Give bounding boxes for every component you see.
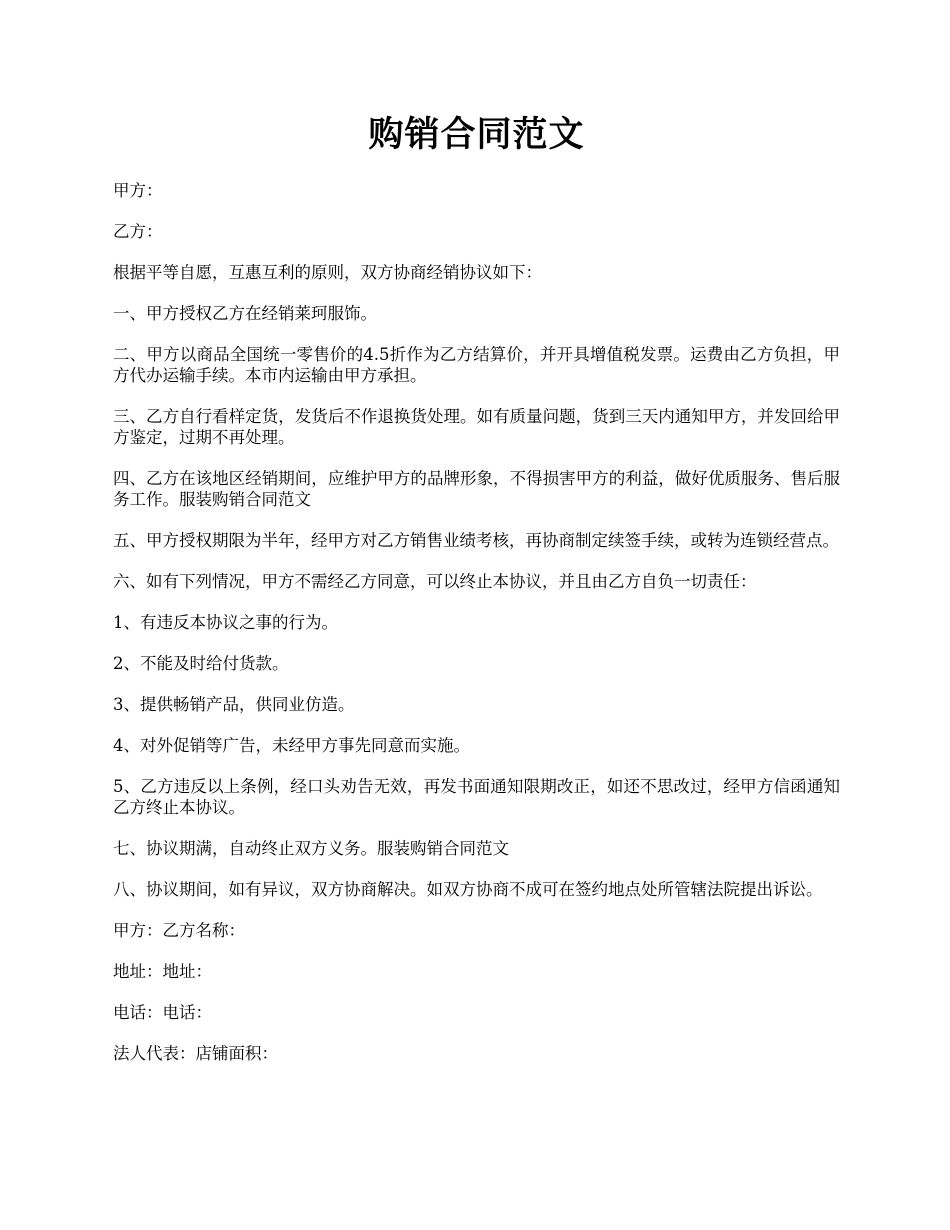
clause-6-item-4: 4、对外促销等广告，未经甲方事先同意而实施。 <box>113 736 470 755</box>
clause-6-item-2: 2、不能及时给付货款。 <box>113 654 289 673</box>
clause-1: 一、甲方授权乙方在经销莱珂服饰。 <box>113 304 377 323</box>
document-page <box>113 110 840 1084</box>
preamble: 根据平等自愿，互惠互利的原则，双方协商经销协议如下： <box>113 263 542 282</box>
clause-6-item-5: 5、乙方违反以上条例，经口头劝告无效，再发书面通知限期改正，如还不思改过，经甲方信函通知乙方终止本协议。 <box>113 777 840 817</box>
document-title: 购销合同范文 <box>368 114 585 155</box>
clause-6-item-3: 3、提供畅销产品，供同业仿造。 <box>113 695 355 714</box>
clause-6-item-1: 1、有违反本协议之事的行为。 <box>113 613 338 632</box>
clause-4: 四、乙方在该地区经销期间，应维护甲方的品牌形象，不得损害甲方的利益，做好优质服务、售后服务工作。服装购销合同范文 <box>113 469 840 509</box>
clause-6: 六、如有下列情况，甲方不需经乙方同意，可以终止本协议，并且由乙方自负一切责任： <box>113 572 757 591</box>
signature-phone-line: 电话：电话： <box>113 1003 212 1022</box>
party-b-line: 乙方： <box>113 222 163 241</box>
clause-3: 三、乙方自行看样定货，发货后不作退换货处理。如有质量问题，货到三天内通知甲方，并发回给甲方鉴定，过期不再处理。 <box>113 407 840 447</box>
signature-representative-line: 法人代表：店铺面积： <box>113 1044 278 1063</box>
party-a-line: 甲方： <box>113 181 163 200</box>
signature-address-line: 地址：地址： <box>113 962 212 981</box>
clause-2: 二、甲方以商品全国统一零售价的4.5折作为乙方结算价，并开具增值税发票。运费由乙方负担，甲方代办运输手续。本市内运输由甲方承担。 <box>113 345 840 385</box>
clause-5: 五、甲方授权期限为半年，经甲方对乙方销售业绩考核，再协商制定续签手续，或转为连锁经营点。 <box>113 531 839 550</box>
clause-8: 八、协议期间，如有异议，双方协商解决。如双方协商不成可在签约地点处所管辖法院提出诉讼。 <box>113 880 823 899</box>
clause-7: 七、协议期满，自动终止双方义务。服装购销合同范文 <box>113 839 509 858</box>
signature-party-line: 甲方：乙方名称： <box>113 921 245 940</box>
